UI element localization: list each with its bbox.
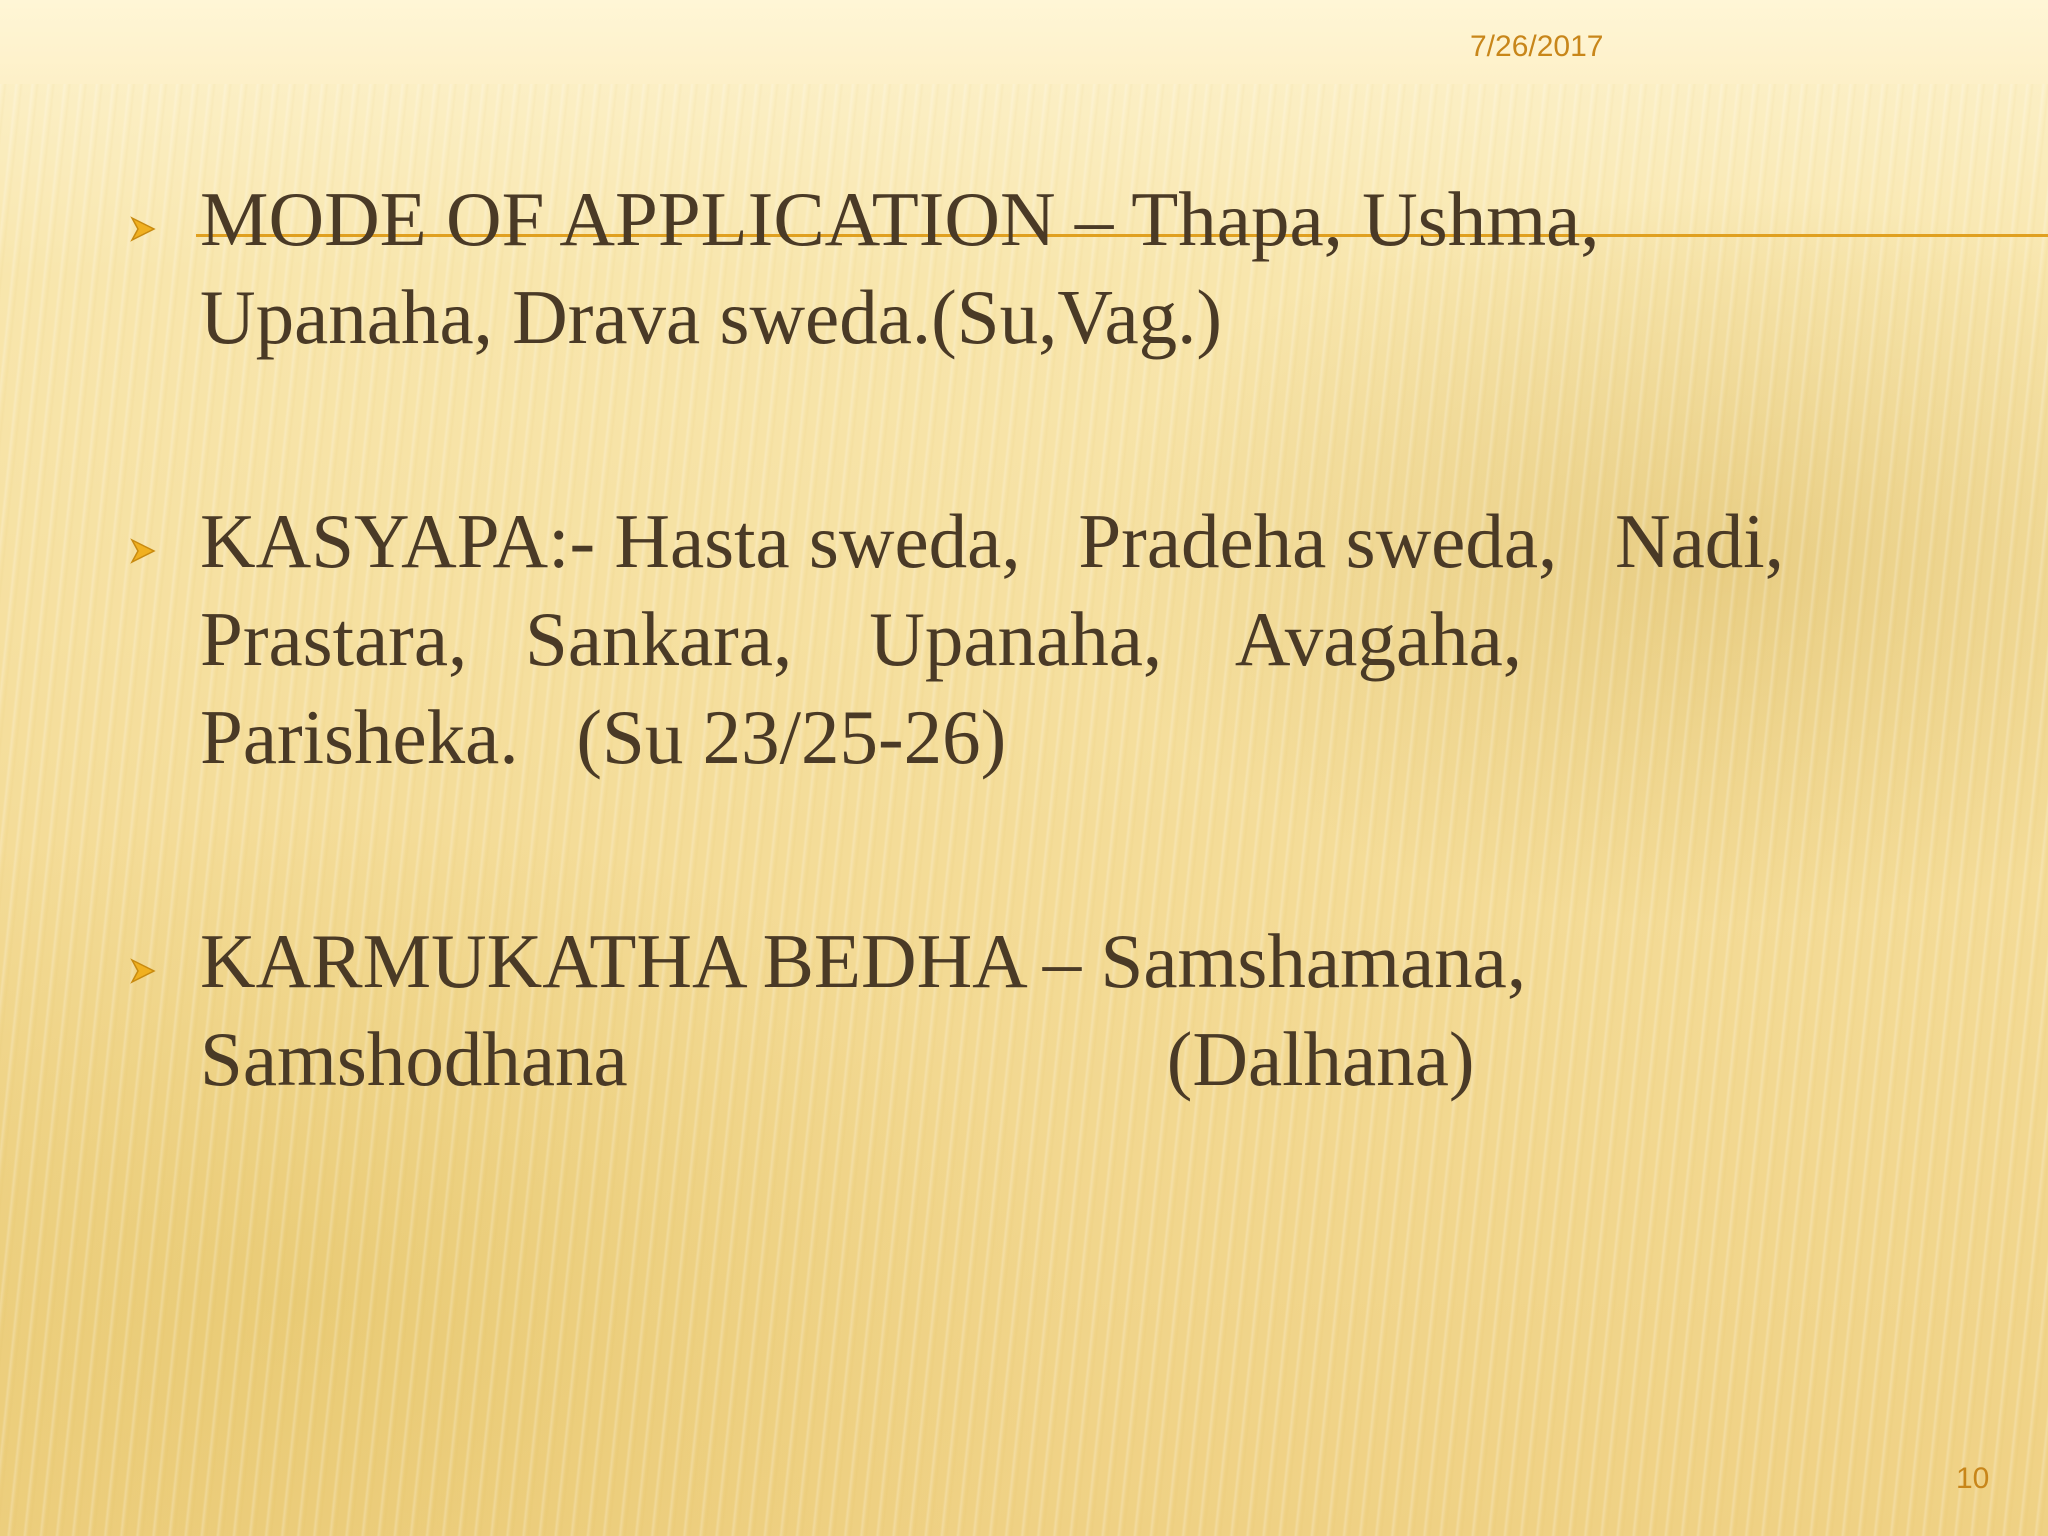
slide-page-number: 10	[1956, 1462, 1990, 1495]
bullet-text-line: MODE OF APPLICATION – Thapa, Ushma,	[200, 176, 1600, 262]
arrow-bullet-icon	[128, 536, 158, 566]
bullet-text-line: Prastara, Sankara, Upanaha, Avagaha,	[200, 596, 1523, 682]
bullet-text-line: Parisheka. (Su 23/25-26)	[200, 694, 1007, 780]
slide-date: 7/26/2017	[1470, 30, 1604, 63]
arrow-bullet-icon	[128, 956, 158, 986]
bullet-text-line: KARMUKATHA BEDHA – Samshamana,	[200, 918, 1527, 1004]
bullet-text-line: Samshodhana (Dalhana)	[200, 1016, 1475, 1102]
bullet-text-line: Upanaha, Drava sweda.(Su,Vag.)	[200, 274, 1223, 360]
bullet-text-line: KASYAPA:- Hasta sweda, Pradeha sweda, Nadi,	[200, 498, 1784, 584]
arrow-bullet-icon	[128, 214, 158, 244]
